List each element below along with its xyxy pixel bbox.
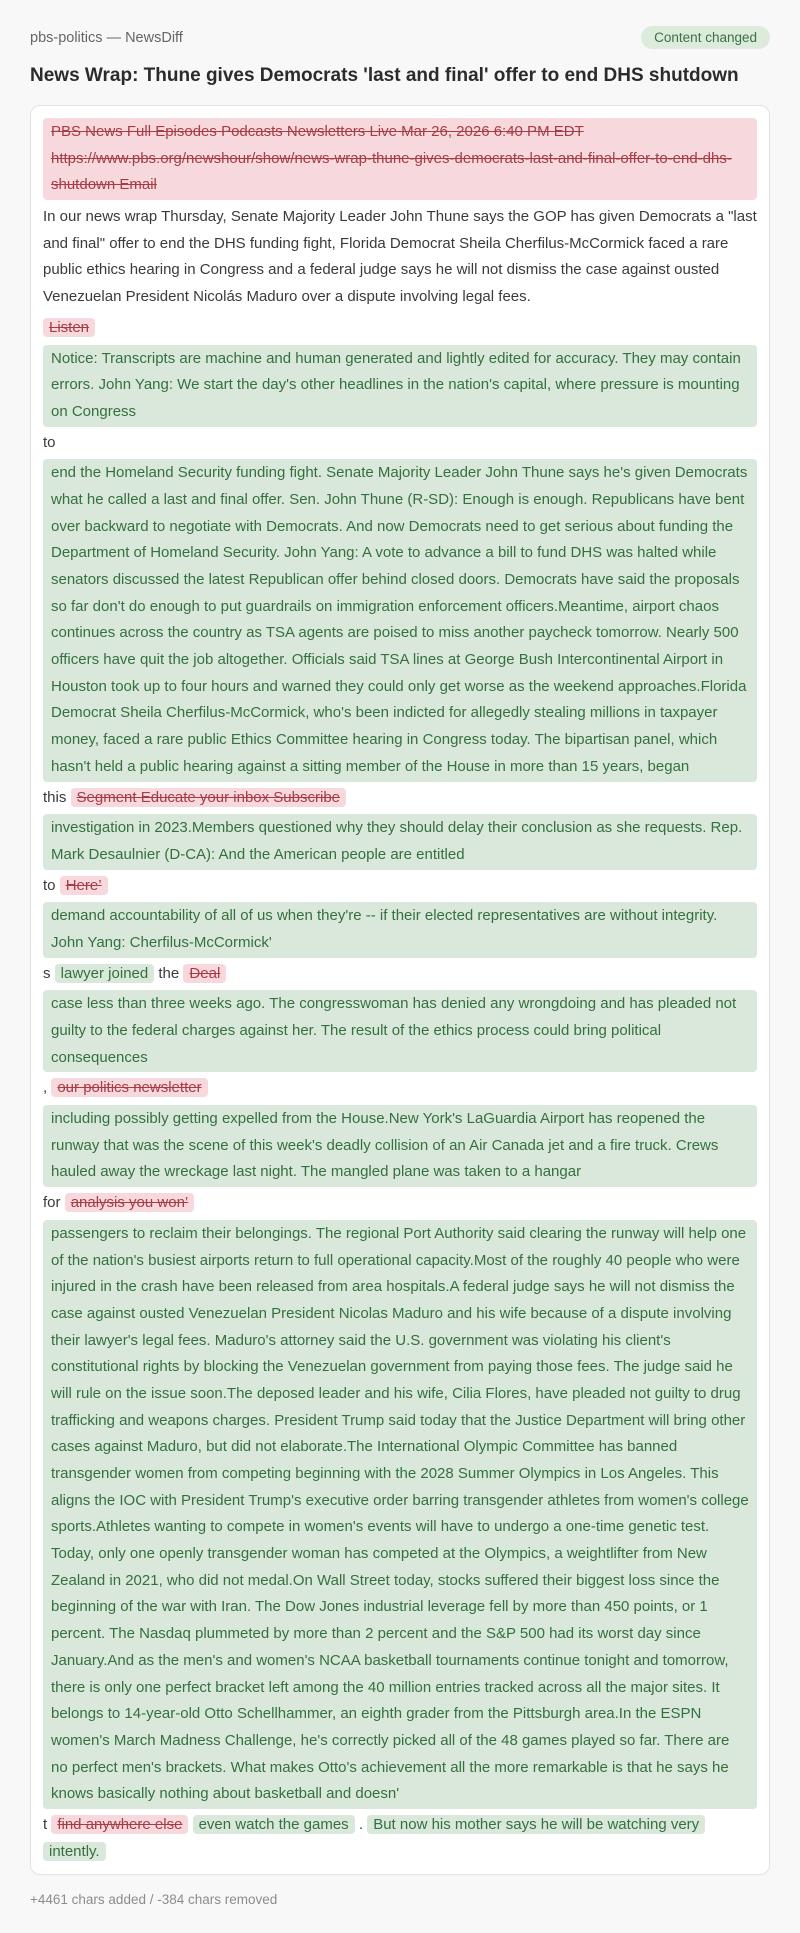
diff-segment-removed: Deal <box>183 964 226 983</box>
diff-segment-added: investigation in 2023.Members questioned why they should delay their conclusion as she requests. Rep. Mark Desaulnier (D-CA): And the American people are entitled <box>43 814 757 869</box>
diff-segment-added: But now his mother says he will be watching very intently. <box>43 1815 705 1861</box>
diff-segment-removed: PBS News Full Episodes Podcasts Newsletters Live Mar 26, 2026 6:40 PM EDT https://www.pbs.org/newshour/show/news-wrap-thune-gives-democrats-last-and-final-offer-to-end-dhs-shutdown Email <box>43 118 757 200</box>
diff-segment-same: t <box>43 1815 48 1833</box>
diff-segment-removed: Listen <box>43 318 95 337</box>
diff-segment-removed: analysis you won’ <box>65 1193 195 1212</box>
diff-segment-added: passengers to reclaim their belongings. The regional Port Authority said clearing the runway will help one of the nation's busiest airports return to full operational capacity.Most of the roughly 40 people who were injured in the crash have been released from area hospitals.A federal judge says he will not dismiss the case against ousted Venezuelan President Nicolas Maduro and his wife because of a dispute involving their lawyer's legal fees. Maduro's attorney said the U.S. government was violating his client's constitutional rights by blocking the Venezuelan government from paying those fees. The judge said he will rule on the issue soon.The deposed leader and his wife, Cilia Flores, have pleaded not guilty to drug trafficking and weapons charges. President Trump said today that the Justice Department will bring other cases against Maduro, but did not elaborate.The International Olympic Committee has banned transgender women from competing beginning with the 2028 Summer Olympics in Los Angeles. This aligns the IOC with President Trump's executive order barring transgender athletes from women's college sports.Athletes wanting to compete in women's events will have to undergo a one-time genetic test. Today, only one openly transgender woman has competed at the Olympics, a weightlifter from New Zealand in 2021, who did not medal.On Wall Street today, stocks suffered their biggest loss since the beginning of the war with Iran. The Dow Jones industrial leverage fell by more than 450 points, or 1 percent. The Nasdaq plummeted by more than 2 percent and the S&P 500 had its worst day since January.And as the men's and women's NCAA basketball tournaments continue tonight and tomorrow, there is only one perfect bracket left among the 40 million entries tracked across all the major sites. It belongs to 14-year-old Otto Schellhammer, an eighth grader from the Pittsburgh area.In the ESPN women's March Madness Challenge, he's correctly picked all of the 48 games played so far. There are no perfect men's brackets. What makes Otto's achievement all the more remarkable is that he says he knows basically nothing about basketball and doesn' <box>43 1220 757 1809</box>
diff-segment-added: even watch the games <box>193 1815 355 1834</box>
diff-segment-added: including possibly getting expelled from the House.New York's LaGuardia Airport has reopened the runway that was the scene of this week's deadly collision of an Air Canada jet and a fire truck. Crews hauled away the wreckage last night. The mangled plane was taken to a hangar <box>43 1105 757 1187</box>
diff-segment-same: for <box>43 1194 61 1212</box>
diff-segment-same: to <box>43 876 56 894</box>
diff-card <box>30 105 770 1875</box>
diff-segment-removed: Segment Educate your inbox Subscribe <box>71 788 347 807</box>
diff-segment-removed: Here’ <box>60 876 108 895</box>
diff-segment-added: end the Homeland Security funding fight. Senate Majority Leader John Thune says he's given Democrats what he called a last and final offer. Sen. John Thune (R-SD): Enough is enough. Republicans have bent over backward to negotiate with Democrats. And now Democrats need to get serious about funding the Department of Homeland Security. John Yang: A vote to advance a bill to fund DHS was halted while senators discussed the latest Republican offer behind closed doors. Democrats have said the proposals so far don't do enough to put guardrails on immigration enforcement officers.Meantime, airport chaos continues across the country as TSA agents are poised to miss another paycheck tomorrow. Nearly 500 officers have quit the job altogether. Officials said TSA lines at George Bush Intercontinental Airport in Houston took up to four hours and warned they could only get worse as the weekend approaches.Florida Democrat Sheila Cherfilus-McCormick, who's been indicted for allegedly stealing millions in taxpayer money, faced a rare public Ethics Committee hearing in Congress today. The bipartisan panel, which hasn't held a public hearing against a sitting member of the House in more than 15 years, began <box>43 459 757 781</box>
diff-segment-same: In our news wrap Thursday, Senate Majority Leader John Thune says the GOP has given Democrats a "last and final" offer to end the DHS funding fight, Florida Democrat Sheila Cherfilus-McCormick faced a rare public ethics hearing in Congress and a federal judge says he will not dismiss the case against ousted Venezuelan President Nicolás Maduro over a dispute involving legal fees. <box>43 208 757 306</box>
diff-segment-same: to <box>43 433 56 451</box>
source-label: pbs-politics — NewsDiff <box>30 29 183 46</box>
diff-segment-removed: find anywhere else <box>51 1815 188 1834</box>
status-badge: Content changed <box>641 26 770 49</box>
diff-segment-same: . <box>358 1815 364 1833</box>
diff-segment-same: the <box>158 964 180 982</box>
header <box>30 26 770 49</box>
diff-segment-same: this <box>43 788 67 806</box>
diff-segment-same: , <box>43 1079 48 1097</box>
diff-stats: +4461 chars added / -384 chars removed <box>30 1892 278 1908</box>
diff-segment-added: case less than three weeks ago. The congresswoman has denied any wrongdoing and has pleaded not guilty to the federal charges against her. The result of the ethics process could bring political consequences <box>43 990 757 1072</box>
diff-segment-removed: our politics newsletter <box>51 1078 207 1097</box>
diff-segment-added: lawyer joined <box>55 964 155 983</box>
page-title: News Wrap: Thune gives Democrats 'last and final' offer to end DHS shutdown <box>30 65 739 86</box>
diff-segment-same: s <box>43 964 51 982</box>
diff-segment-added: Notice: Transcripts are machine and human generated and lightly edited for accuracy. They may contain errors. John Yang: We start the day's other headlines in the nation's capital, where pressure is mounting on Congress <box>43 345 757 427</box>
diff-segment-added: demand accountability of all of us when they're -- if their elected representatives are without integrity. John Yang: Cherfilus-McCormick' <box>43 902 757 957</box>
